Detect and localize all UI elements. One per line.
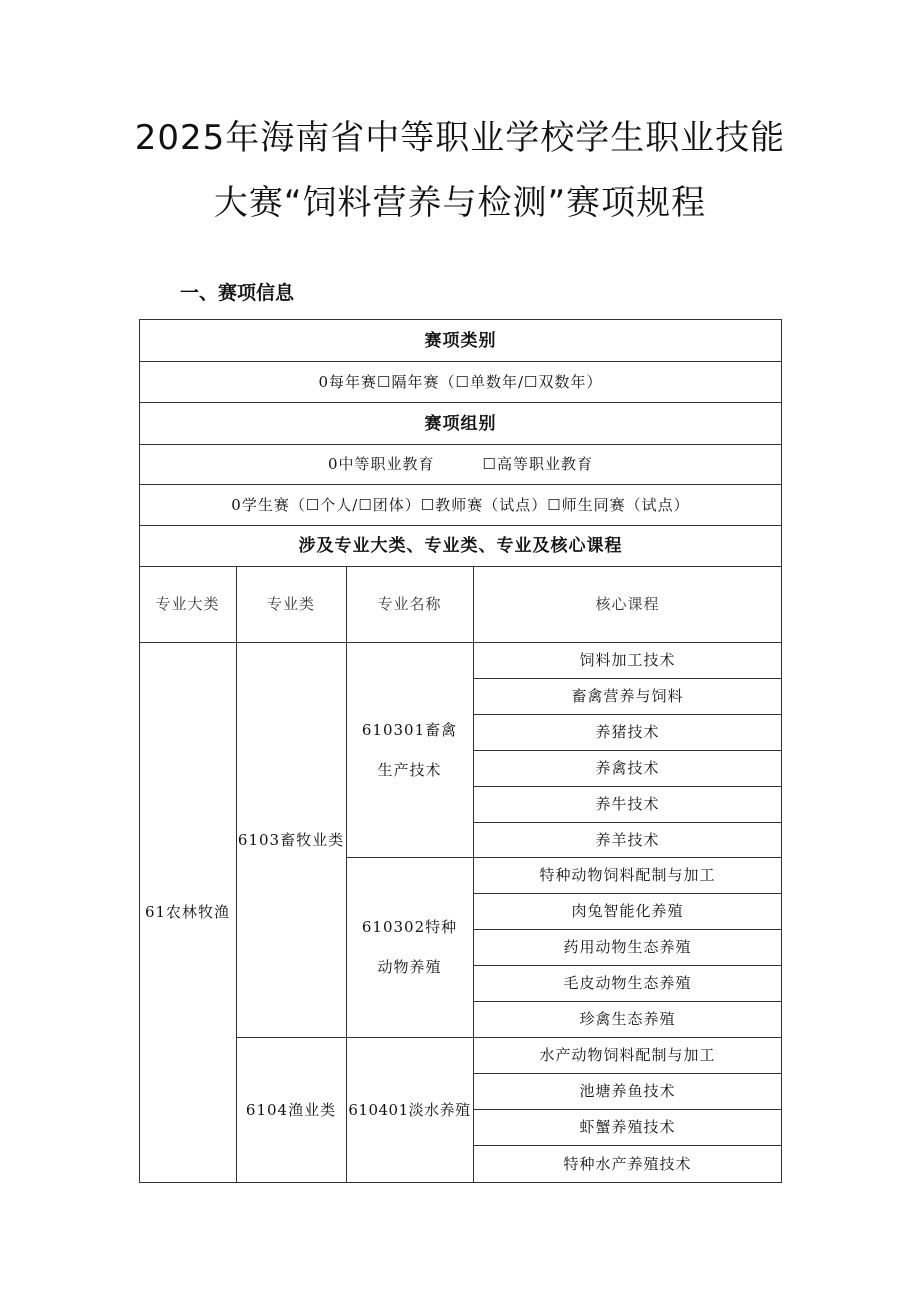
document-title-line-2: 大赛“饲料营养与检测”赛项规程: [213, 183, 707, 223]
major-610301-line-2: 生产技术: [377, 760, 442, 779]
class-cell-6104: 6104渔业类: [245, 1100, 337, 1119]
major-cell-610301: [346, 642, 473, 857]
course-cell: 养牛技术: [595, 795, 660, 813]
course-cell: 养羊技术: [595, 830, 660, 849]
group-type: 0学生赛（☐个人/☐团体）☐教师赛（试点）☐师生同赛（试点）: [231, 495, 690, 514]
major-610302-line-2: 动物养殖: [377, 958, 442, 976]
major-610301-line-1: 610301畜禽: [361, 720, 458, 739]
column-header-class: 专业类: [266, 595, 315, 613]
course-cell: 特种动物饲料配制与加工: [539, 866, 716, 884]
course-cell: 珍禽生态养殖: [579, 1010, 676, 1028]
course-cell: 毛皮动物生态养殖: [563, 974, 692, 992]
course-cell: 池塘养鱼技术: [579, 1082, 676, 1100]
category-header: 赛项类别: [424, 331, 497, 351]
course-cell: 水产动物饲料配制与加工: [539, 1046, 716, 1064]
course-cell: 畜禽营养与饲料: [571, 687, 684, 705]
group-header: 赛项组别: [424, 414, 497, 434]
course-cell: 饲料加工技术: [579, 651, 676, 669]
class-cell-6103: 6103畜牧业类: [237, 830, 345, 849]
course-cell: 养禽技术: [595, 759, 660, 777]
column-header-big-category: 专业大类: [155, 595, 220, 613]
section-heading: 一、赛项信息: [180, 282, 295, 304]
major-610302-line-1: 610302特种: [361, 918, 458, 936]
category-options: 0每年赛☐隔年赛（☐单数年/☐双数年）: [318, 372, 603, 391]
major-cell-610401: 610401淡水养殖: [348, 1100, 471, 1119]
course-cell: 养猪技术: [595, 723, 660, 741]
course-cell: 肉兔智能化养殖: [571, 902, 684, 920]
course-cell: 特种水产养殖技术: [563, 1154, 692, 1173]
course-cell: 虾蟹养殖技术: [579, 1118, 676, 1136]
major-cell-610302: [346, 857, 473, 1037]
course-cell: 药用动物生态养殖: [563, 938, 692, 956]
column-header-major: 专业名称: [377, 595, 442, 613]
column-header-courses: 核心课程: [595, 595, 660, 613]
document-title-line-1: 2025年海南省中等职业学校学生职业技能: [134, 118, 786, 158]
group-level: 0中等职业教育 ☐高等职业教育: [328, 455, 593, 473]
big-category-cell: 61农林牧渔: [144, 903, 231, 921]
major-header: 涉及专业大类、专业类、专业及核心课程: [298, 536, 623, 556]
